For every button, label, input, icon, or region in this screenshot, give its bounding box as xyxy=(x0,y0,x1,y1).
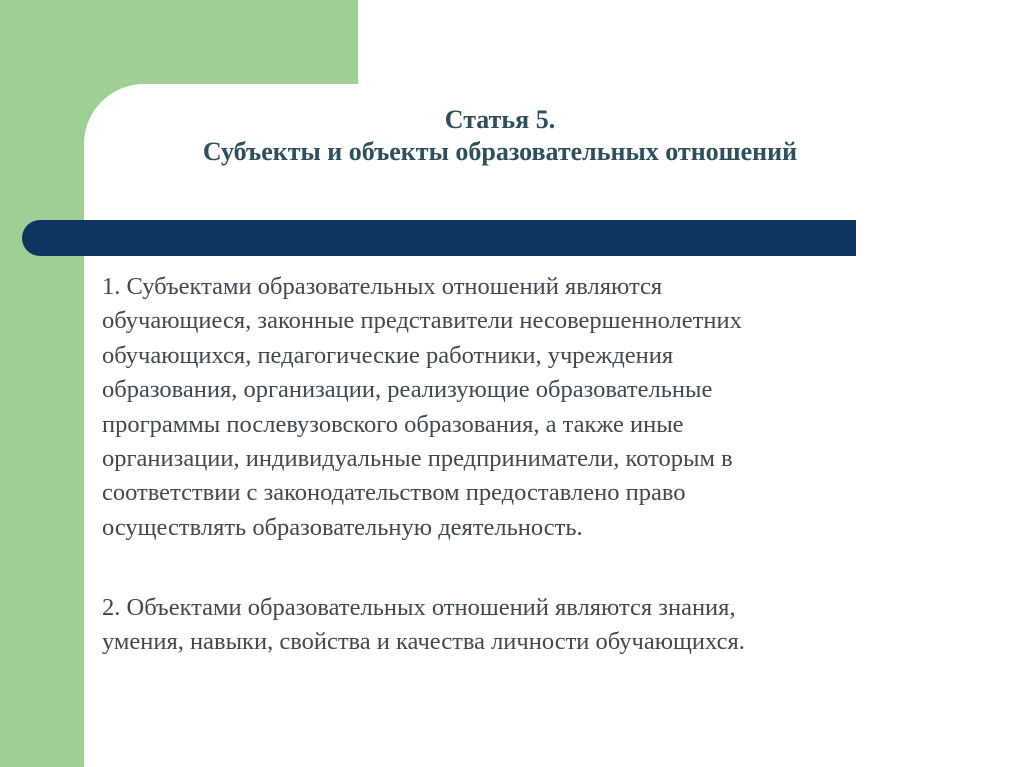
paragraph-line: умения, навыки, свойства и качества личности обучающихся. xyxy=(102,628,745,656)
title-divider-bar xyxy=(22,220,856,256)
green-accent-top xyxy=(0,0,358,84)
title-line-2: Субъекты и объекты образовательных отношений xyxy=(202,137,798,166)
green-accent-left xyxy=(0,0,84,767)
title-line-1: Статья 5. xyxy=(444,105,556,134)
top-right-background xyxy=(358,0,1024,84)
paragraph-line: осуществлять образовательную деятельность. xyxy=(102,513,583,541)
paragraph-line: организации, индивидуальные предприниматели, которым в xyxy=(102,445,733,473)
paragraph-line: 1. Субъектами образовательных отношений являются xyxy=(102,273,663,300)
paragraph-subjects xyxy=(102,270,962,545)
paragraph-line: образования, организации, реализующие образовательные xyxy=(102,376,713,404)
paragraph-line: соответствии с законодательством предоставлено право xyxy=(102,479,686,507)
paragraph-line: обучающихся, педагогические работники, учреждения xyxy=(102,341,674,369)
paragraph-objects xyxy=(102,591,962,660)
paragraph-line: обучающиеся, законные представители несовершеннолетних xyxy=(102,307,742,335)
paragraph-line: программы послевузовского образования, а также иные xyxy=(102,410,684,438)
slide-title xyxy=(100,104,900,168)
paragraph-line: 2. Объектами образовательных отношений являются знания, xyxy=(102,594,736,621)
